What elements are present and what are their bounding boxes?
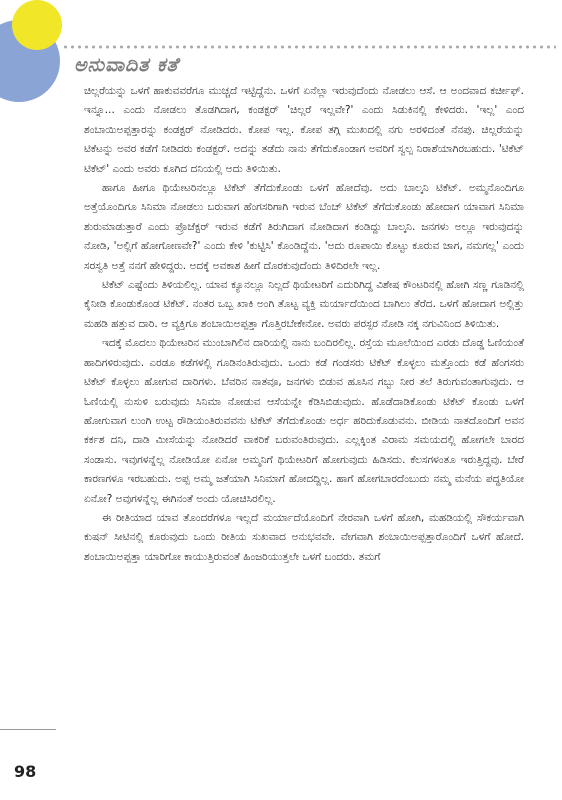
paragraph: ಟಿಕೆಟ್ ಎಷ್ಟೆಂದು ತಿಳಿಯಲಿಲ್ಲ. ಯಾವ ಕ್ಯೂನಲ್ಲೂ ನಿಲ್ಲದೆ ಥಿಯೇಟರಿಗೆ ಎದುರಿಗಿದ್ದ ವಿಶೇಷ ಕೌಂಟರಿನಲ್ಲಿ ಹೋಗಿ ಸಣ್ಣ ಗೂಡಿನಲ್ಲಿ ಕೈನೀಡಿ ಕೊಂಡುಕೊಂಡ ಟಿಕೆಟ್. ನಂತರ ಒಬ್ಬ ಖಾಕಿ ಅಂಗಿ ತೊಟ್ಟ ವ್ಯಕ್ತಿ ಮರ್ಯಾದೆಯಿಂದ ಬಾಗಿಲು ತೆರೆದ. ಒಳಗೆ ಹೋದಾಗ ಅಲ್ಲಿತ್ತು ಮಹಡಿ ಹತ್ತುವ ದಾರಿ. ಆ ವ್ಯಕ್ತಿಗೂ ಶಂಬಾಯಿಅಪ್ಪತ್ತಾ ಗೊತ್ತಿರಬೇಕೇನೋ. ಅವರು ಪರಸ್ಪರ ನೋಡಿ ನಕ್ಕ ನಗುವಿನಿಂದ ತಿಳಿಯಿತು. (84, 279, 524, 330)
article-body (84, 82, 524, 567)
paragraph: ಇದಕ್ಕೆ ಮೊದಲು ಥಿಯೇಟರಿನ ಮುಂಬಾಗಿಲಿನ ದಾರಿಯಲ್ಲಿ ನಾನು ಬಂದಿರಲಿಲ್ಲ. ರಸ್ತೆಯ ಮೂಲೆಯಿಂದ ಎರಡು ದೊಡ್ಡ ಓಣಿಯಂತೆ ಹಾದಿಗಳಿರುವುದು. ಎರಡೂ ಕಡೆಗಳಲ್ಲಿ ಗೂಡಿನಂತಿರುವುದು. ಒಂದು ಕಡೆ ಗಂಡಸರು ಟಿಕೆಟ್ ಕೊಳ್ಳಲು ಮತ್ತೊಂದು ಕಡೆ ಹೆಂಗಸರು ಟಿಕೆಟ್ ಕೊಳ್ಳಲು ಹೋಗುವ ದಾರಿಗಳು. ಬೆವರಿನ ನಾತವೂ, ಜನಗಳು ಬಿಡುವ ಹೂಸಿನ ಗಬ್ಬು ನೀರ ತಲೆ ತಿರುಗುವಂತಾಗುವುದು. ಆ ಓಣಿಯಲ್ಲಿ ನುಸುಳಿ ಬರುವುದು ಸಿನಿಮಾ ನೋಡುವ ಆಸೆಯನ್ನೇ ಕೆಡಿಸಿಬಿಡುವುದು. ಹೊಡೆದಾಡಿಕೊಂಡು ಟಿಕೆಟ್ ಕೊಂಡು ಒಳಗೆ ಹೋಗುವಾಗ ಲುಂಗಿ ಉಟ್ಟ ರೌಡಿಯಂತಿರುವವನು ಟಿಕೆಟ್ ತೆಗೆದುಕೊಂಡು ಅರ್ಧ ಹರಿದುಕೊಡುವನು. ಬೀಡಿಯ ನಾತದೊಂದಿಗೆ ಅವನ ಕರ್ಕಶ ದನಿ, ದಾಡಿ ಮೀಸೆಯನ್ನು ನೋಡಿದರೆ ವಾಕರಿಕೆ ಬರುವಂತಿರುವುದು. ಎಲ್ಲಕ್ಕಿಂತ ವಿರಾಮ ಸಮಯದಲ್ಲಿ ಹೋಗಲೇ ಬಾರದ ಸಂಡಾಸು. ಇವುಗಳನ್ನೆಲ್ಲ ನೋಡಿಯೋ ಏನೋ ಅಮ್ಮನಿಗೆ ಥಿಯೇಟರಿಗೆ ಹೋಗುವುದು ಹಿಡಿಸದು. ಕೆಲಸಗಳಂತೂ ಇರುತ್ತಿದ್ದವು. ಬೇರೆ ಕಾರಣಗಳೂ ಇರಬಹುದು. ಅಪ್ಪ ಅಮ್ಮ ಜತೆಯಾಗಿ ಸಿನಿಮಾಗೆ ಹೋದದ್ದಿಲ್ಲ. ಹಾಗೆ ಹೋಗಬಾರದೆಂಬುದು ನಮ್ಮ ಮನೆಯ ಪದ್ಧತಿಯೋ ಏನೋ? ಅವುಗಳನ್ನೆಲ್ಲ ಈಗಿನಂತೆ ಅಂದು ಯೋಚಿಸಿರಲಿಲ್ಲ. (84, 337, 524, 505)
dotted-header-rule (62, 44, 556, 50)
paragraph: ಚಿಲ್ಲರೆಯನ್ನು ಒಳಗೆ ಹಾಕುವವರೆಗೂ ಮುಚ್ಚದೆ ಇಟ್ಟಿದ್ದೆನು. ಒಳಗೆ ಏನೆಲ್ಲಾ ಇರುವುದೆಂದು ನೋಡಲು ಆಸೆ. ಆ ಅಂದವಾದ ಕರ್ಚೀಫ್. ಇನ್ನೂ... ಎಂದು ನೋಡಲು ತೊಡಗಿದಾಗ, ಕಂಡಕ್ಟರ್ 'ಚಿಲ್ಲರೆ ಇಲ್ಲವೇ?' ಎಂದು ಸಿಡುಕಿನಲ್ಲಿ ಕೇಳಿದರು. 'ಇಲ್ಲ' ಎಂದ ಶಂಬಾಯಿಅಪ್ಪತ್ತಾರನ್ನು ಕಂಡಕ್ಟರ್ ನೋಡಿದರು. ಕೋಪ ಇಲ್ಲ. ಕೋಪ ತಗ್ಗಿ ಮುಖದಲ್ಲಿ ನಗು ಅರಳಿದಂತೆ ನೆನಪು. ಚಿಲ್ಲರೆಯನ್ನು ಟಿಕೆಟನ್ನು ಅವರ ಕಡೆಗೆ ನೀಡಿದರು ಕಂಡಕ್ಟರ್. ಅದನ್ನು ತಡೆದು ನಾನು ತೆಗೆದುಕೊಂಡಾಗ ಅವರಿಗೆ ಸ್ವಲ್ಪ ನಿರಾಶೆಯಾಗಿರಬಹುದು. 'ಟಿಕೆಟ್ ಟಿಕೆಟ್' ಎಂದು ಅವರು ಕೂಗಿದ ದನಿಯಲ್ಲಿ ಅದು ತಿಳಿಯಿತು. (84, 85, 524, 175)
section-title: ಅನುವಾದಿತ ಕತೆ (74, 54, 179, 76)
page-number-rule (0, 729, 56, 730)
page-number: 98 (14, 762, 37, 781)
paragraph: ಹಾಗೂ ಹೀಗೂ ಥಿಯೇಟರಿನಲ್ಲೂ ಟಿಕೆಟ್ ತೆಗೆದುಕೊಂಡು ಒಳಗೆ ಹೋದೆವು. ಅದು ಬಾಲ್ಕನಿ ಟಿಕೆಟ್. ಅಮ್ಮನೊಂದಿಗೂ ಅತ್ತೆಯೊಂದಿಗೂ ಸಿನಿಮಾ ನೋಡಲು ಬರುವಾಗ ಹೆಂಗಸರಿಗಾಗಿ ಇರುವ ಬೆಂಚ್ ಟಿಕೆಟ್ ತೆಗೆದುಕೊಂಡು ಹೋದಾಗ ಯಾವಾಗ ಸಿನಿಮಾ ಶುರುಮಾಡುತ್ತಾರೆ ಎಂದು ಪ್ರೊಜೆಕ್ಟರ್ ಇರುವ ಕಡೆಗೆ ತಿರುಗಿದಾಗ ನೋಡಿದಾಗ ಕಂಡಿದ್ದು ಬಾಲ್ಕನಿ. ಜನಗಳು ಅಲ್ಲೂ ಇರುವುದನ್ನು ನೋಡಿ, 'ಅಲ್ಲಿಗೆ ಹೋಗೋಣವೇ?' ಎಂದು ಕೇಳಿ 'ಕುಟ್ಟಿಸಿ' ಕೊಂಡಿದ್ದೆನು. 'ಅದು ರೂಪಾಯಿ ಕೊಟ್ಟು ಕೂರುವ ಜಾಗ, ನಮಗಲ್ಲ' ಎಂದು ಸರಸ್ವತಿ ಅತ್ತೆ ನನಗೆ ಹೇಳಿದ್ದರು. ಅದಕ್ಕೆ ಅವಕಾಶ ಹೀಗೆ ದೊರಕುವುದೆಂದು ತಿಳಿದಿರಲೇ ಇಲ್ಲ. (84, 182, 524, 272)
decorative-yellow-circle (12, 0, 62, 50)
paragraph: ಈ ರೀತಿಯಾದ ಯಾವ ತೊಂದರೆಗಳೂ ಇಲ್ಲದೆ ಮರ್ಯಾದೆಯೊಂದಿಗೆ ನೇರವಾಗಿ ಒಳಗೆ ಹೋಗಿ, ಮಹಡಿಯಲ್ಲಿ ಸೌಕರ್ಯವಾಗಿ ಕುಷನ್ ಸೀಟಿನಲ್ಲಿ ಕೂರುವುದು ಒಂದು ರೀತಿಯ ಸುಖವಾದ ಅನುಭವವೇ. ವೇಗವಾಗಿ ಶಂಬಾಯಿಅಪ್ಪತ್ತಾರೊಂದಿಗೆ ಒಳಗೆ ಹೋದೆ. ಶಂಬಾಯಿಅಪ್ಪತ್ತಾ ಯಾರಿಗೋ ಕಾಯುತ್ತಿರುವಂತೆ ಹಿಂಜರಿಯುತ್ತಲೇ ಒಳಗೆ ಬಂದರು. ತಮಗೆ (84, 511, 524, 563)
